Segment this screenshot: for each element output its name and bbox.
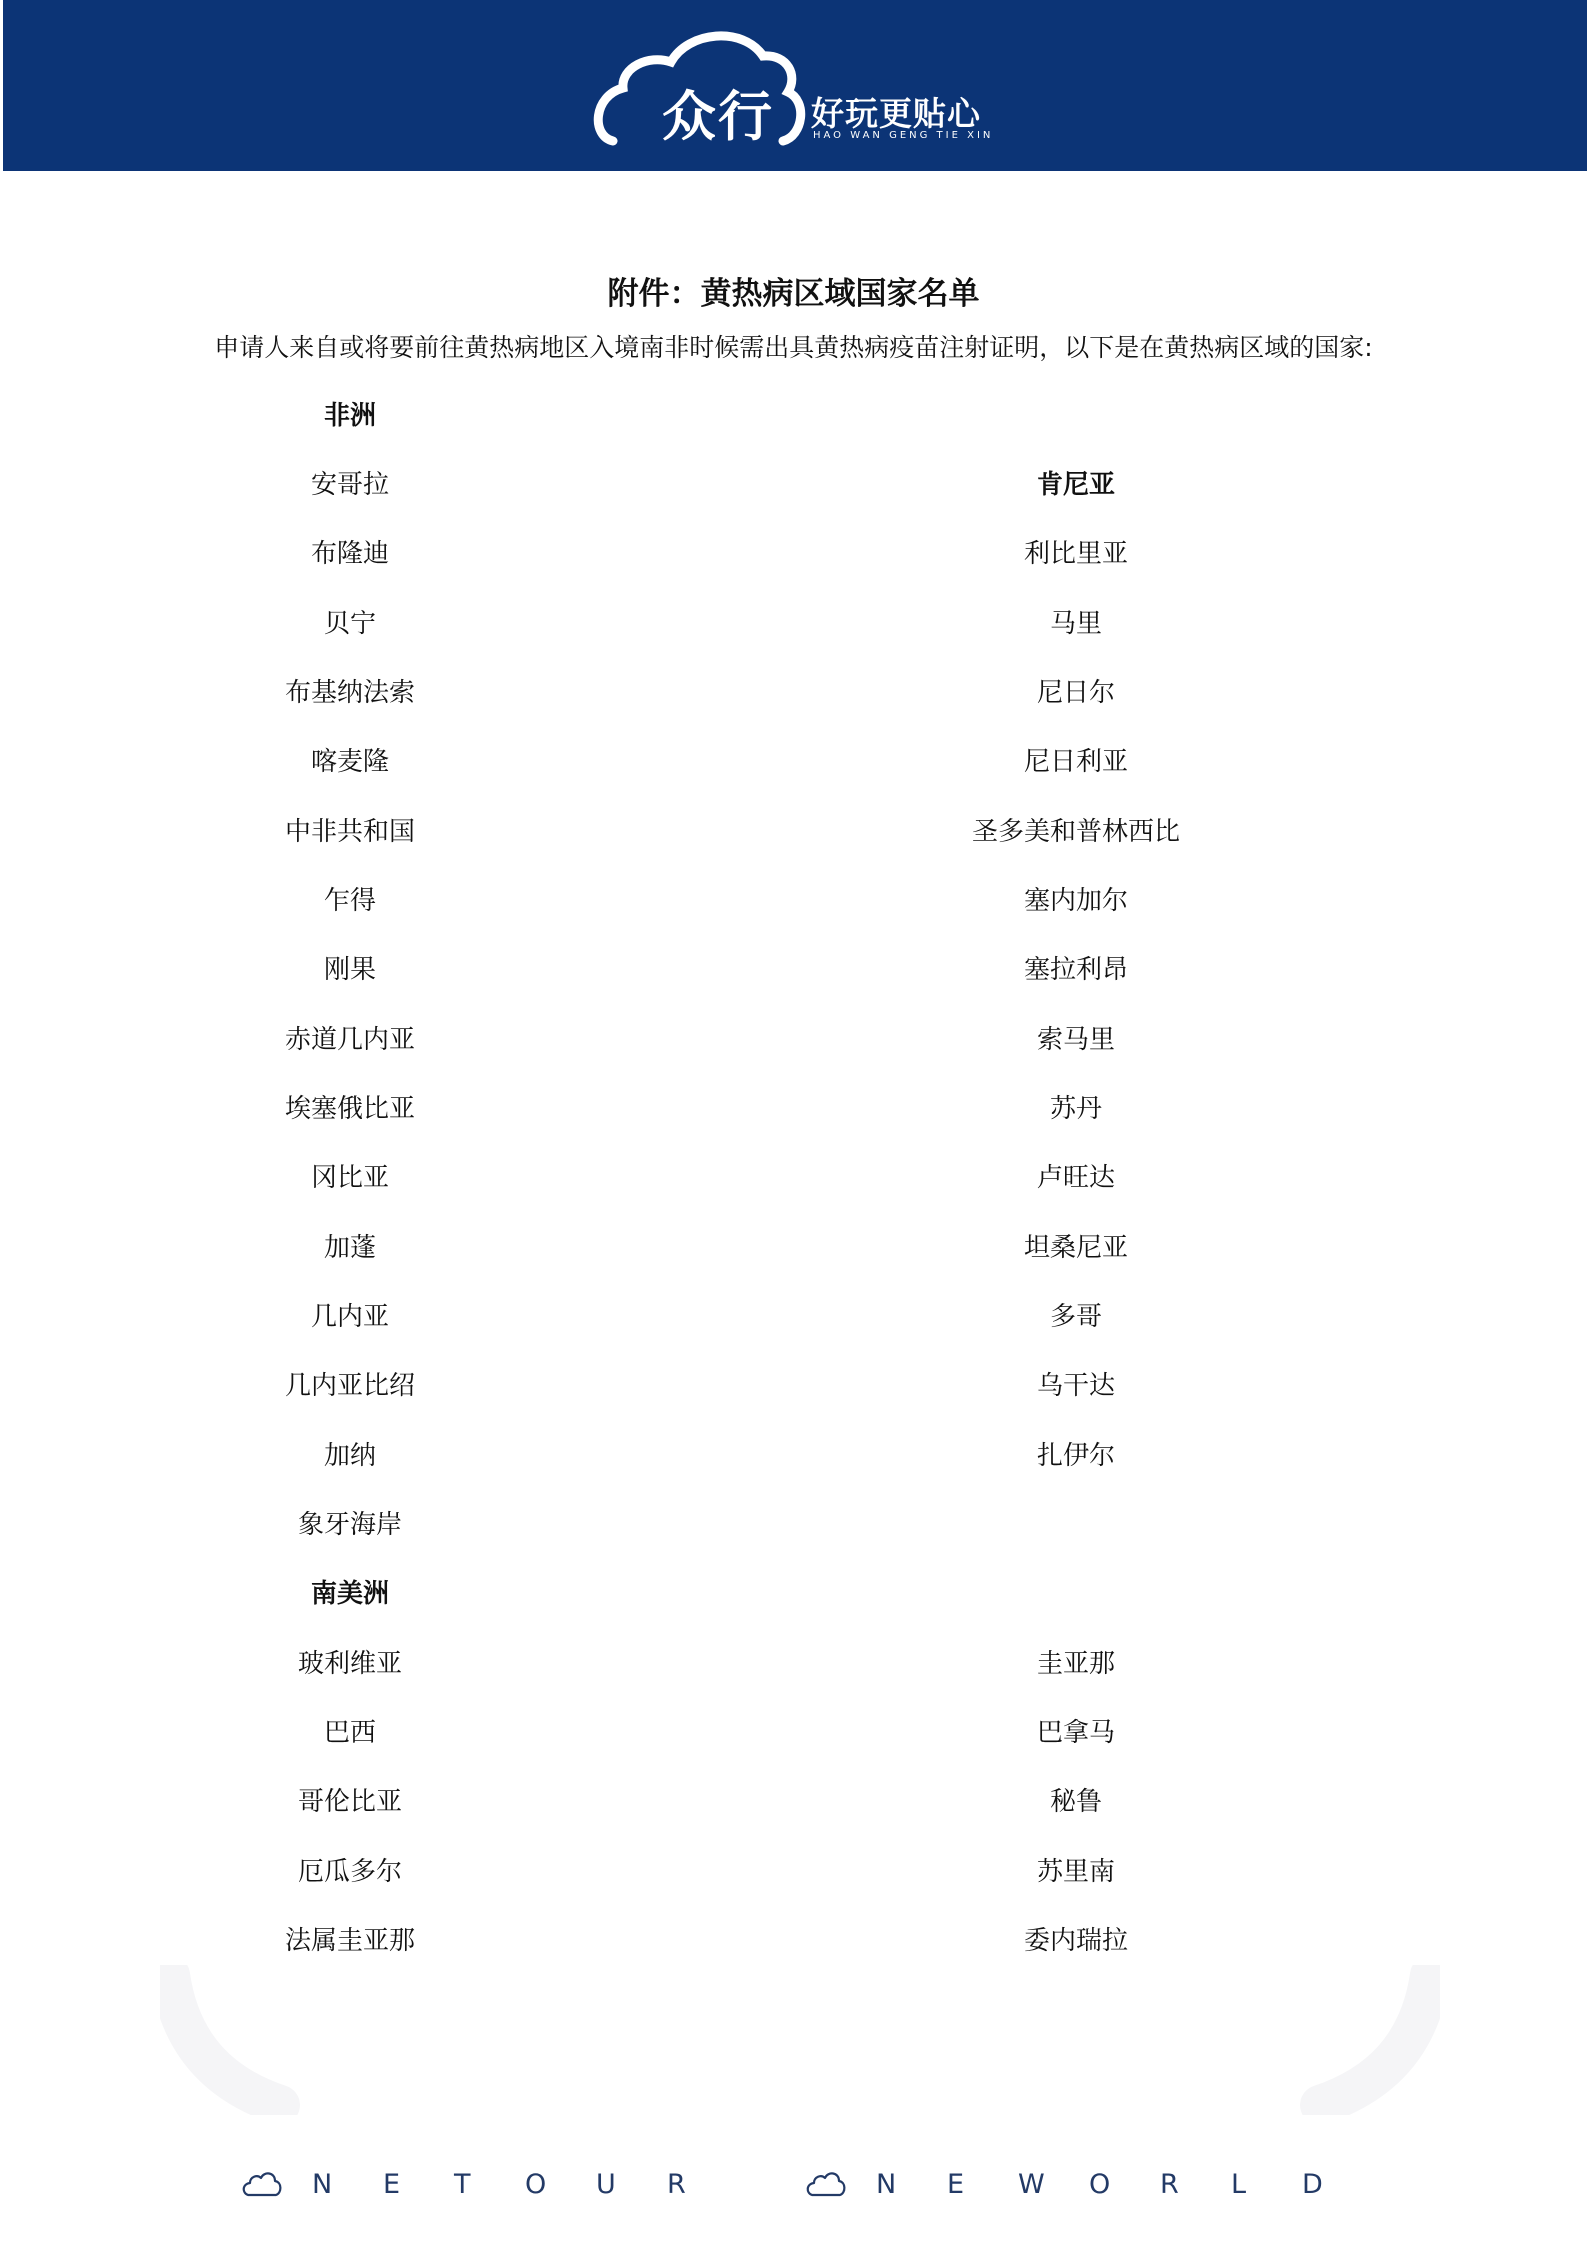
document-title: 附件：黄热病区域国家名单 xyxy=(607,276,980,312)
country-item: 尼日利亚 xyxy=(1023,747,1128,777)
country-item: 多哥 xyxy=(1049,1302,1102,1332)
country-item: 埃塞俄比亚 xyxy=(284,1094,415,1124)
watermark-arcs xyxy=(160,1965,1440,2115)
footer-letter: O xyxy=(1089,2168,1111,2200)
section-heading-africa: 非洲 xyxy=(323,401,376,431)
country-item: 利比里亚 xyxy=(1023,539,1128,569)
country-item: 几内亚比绍 xyxy=(284,1371,415,1401)
footer-new-world xyxy=(806,2164,1373,2204)
country-item: 厄瓜多尔 xyxy=(297,1857,402,1887)
country-item: 塞内加尔 xyxy=(1023,886,1128,916)
footer-letter: O xyxy=(525,2168,547,2200)
country-item: 苏里南 xyxy=(1036,1857,1115,1887)
country-item: 巴拿马 xyxy=(1036,1718,1115,1748)
brand-name: 众行 xyxy=(662,85,774,148)
country-item: 刚果 xyxy=(323,955,376,985)
country-item-bold: 肯尼亚 xyxy=(1036,470,1115,500)
country-item: 扎伊尔 xyxy=(1036,1441,1115,1471)
country-item: 安哥拉 xyxy=(310,470,389,500)
header-banner xyxy=(3,0,1587,171)
footer-letter: E xyxy=(383,2168,401,2200)
footer-letter: D xyxy=(1302,2168,1323,2200)
country-item: 加蓬 xyxy=(323,1233,376,1263)
footer-letter: N xyxy=(876,2168,897,2200)
footer-letter: U xyxy=(596,2168,616,2200)
footer-letter: N xyxy=(312,2168,333,2200)
country-item: 尼日尔 xyxy=(1036,678,1115,708)
country-item: 冈比亚 xyxy=(310,1163,389,1193)
country-item: 布隆迪 xyxy=(310,539,389,569)
country-item: 中非共和国 xyxy=(284,817,415,847)
cloud-icon xyxy=(806,2169,846,2199)
footer-letter: L xyxy=(1231,2168,1247,2200)
country-item: 哥伦比亚 xyxy=(297,1787,402,1817)
country-item: 索马里 xyxy=(1036,1025,1115,1055)
country-item: 布基纳法索 xyxy=(284,678,415,708)
country-item: 圣多美和普林西比 xyxy=(971,817,1180,847)
country-item: 加纳 xyxy=(323,1441,376,1471)
cloud-icon xyxy=(242,2169,282,2199)
footer-letter: T xyxy=(454,2168,471,2200)
document-intro: 申请人来自或将要前往黄热病地区入境南非时候需出具黄热病疫苗注射证明，以下是在黄热病区域的国家: xyxy=(214,333,1373,362)
brand-slogan-pinyin: HAO WAN GENG TIE XIN xyxy=(813,130,994,141)
country-item: 巴西 xyxy=(323,1718,376,1748)
country-item: 马里 xyxy=(1049,609,1102,639)
country-item: 乍得 xyxy=(323,886,376,916)
country-item: 乌干达 xyxy=(1036,1371,1115,1401)
section-heading-south-america: 南美洲 xyxy=(310,1579,389,1609)
footer-one-tour xyxy=(242,2164,738,2204)
country-item: 法属圭亚那 xyxy=(284,1926,415,1956)
country-item: 塞拉利昂 xyxy=(1023,955,1128,985)
brand-logo xyxy=(593,26,1013,151)
brand-slogan: 好玩更贴心 xyxy=(811,94,981,133)
country-item: 玻利维亚 xyxy=(297,1649,402,1679)
footer-letter: R xyxy=(1160,2168,1179,2200)
country-item: 赤道几内亚 xyxy=(284,1025,415,1055)
footer-letter: R xyxy=(667,2168,686,2200)
country-item: 坦桑尼亚 xyxy=(1023,1233,1128,1263)
country-item: 几内亚 xyxy=(310,1302,389,1332)
country-item: 圭亚那 xyxy=(1036,1649,1115,1679)
country-item: 委内瑞拉 xyxy=(1023,1926,1128,1956)
country-item: 秘鲁 xyxy=(1049,1787,1102,1817)
country-item: 象牙海岸 xyxy=(297,1510,402,1540)
footer-letter: E xyxy=(947,2168,965,2200)
country-item: 喀麦隆 xyxy=(310,747,389,777)
country-item: 苏丹 xyxy=(1049,1094,1102,1124)
footer-letter: W xyxy=(1018,2168,1045,2200)
country-item: 贝宁 xyxy=(323,609,376,639)
country-item: 卢旺达 xyxy=(1036,1163,1115,1193)
